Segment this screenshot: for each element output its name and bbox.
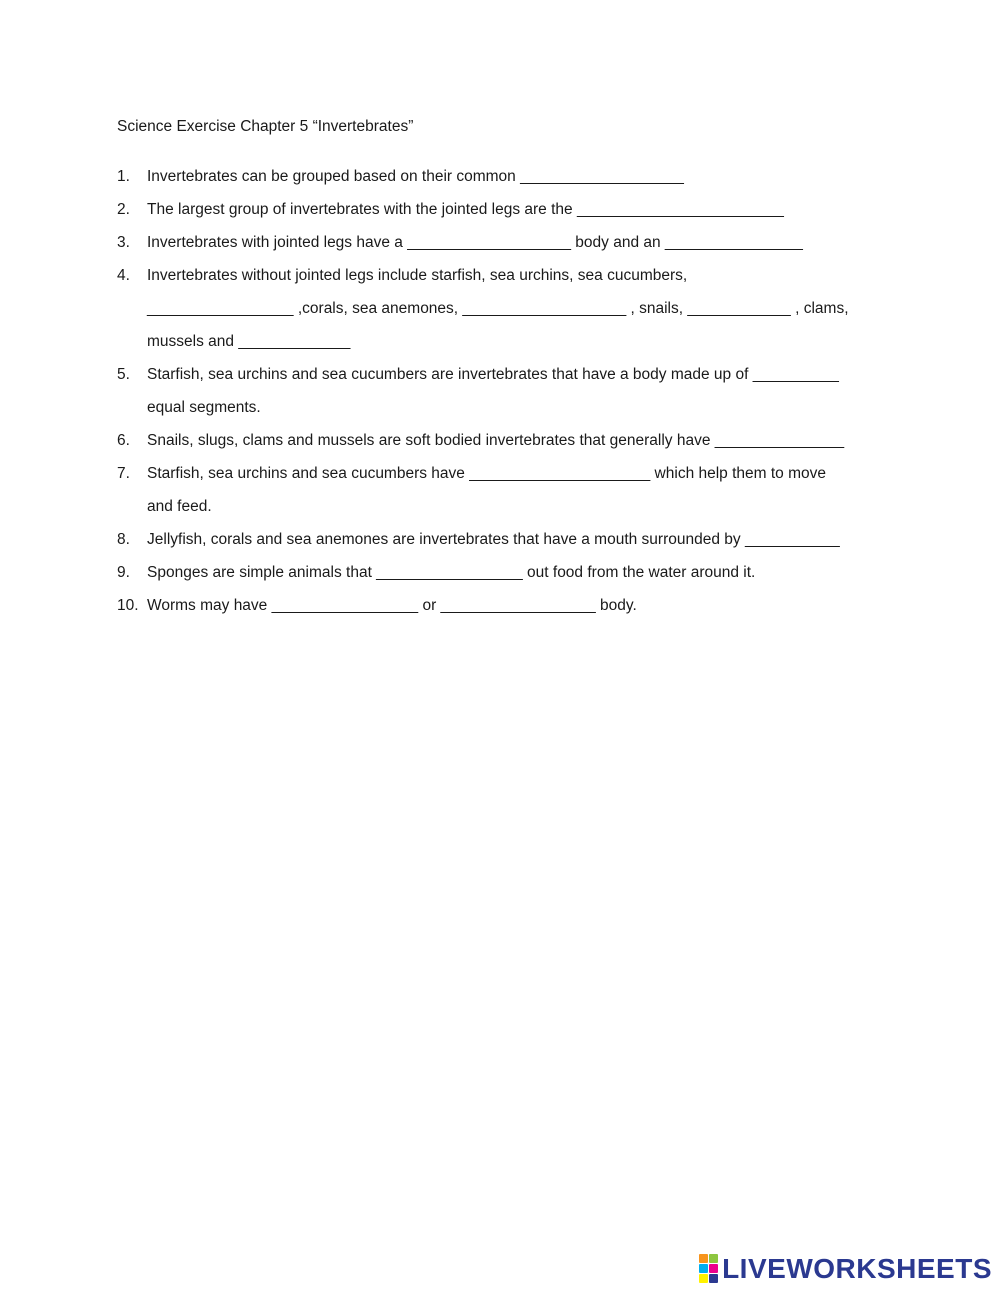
question-text: Jellyfish, corals and sea anemones are invertebrates that have a mouth surrounded by ___________ bbox=[147, 531, 840, 548]
question-number: 8. bbox=[117, 531, 130, 548]
brand-name: LIVEWORKSHEETS bbox=[722, 1252, 992, 1284]
logo-block bbox=[699, 1274, 708, 1283]
question-item bbox=[117, 160, 897, 193]
question-item bbox=[117, 523, 897, 556]
question-text: Worms may have _________________ or __________________ body. bbox=[147, 597, 637, 614]
question-item bbox=[117, 424, 897, 457]
question-item bbox=[117, 457, 897, 523]
logo-block bbox=[709, 1264, 718, 1273]
question-text: Sponges are simple animals that _________________ out food from the water around it. bbox=[147, 564, 756, 581]
question-number: 7. bbox=[117, 465, 130, 482]
question-number: 3. bbox=[117, 234, 130, 251]
logo-block bbox=[709, 1274, 718, 1283]
question-item bbox=[117, 193, 897, 226]
question-text: Invertebrates can be grouped based on their common ___________________ bbox=[147, 168, 684, 185]
question-number: 9. bbox=[117, 564, 130, 581]
question-number: 1. bbox=[117, 168, 130, 185]
question-item bbox=[117, 556, 897, 589]
logo-block bbox=[709, 1254, 718, 1263]
question-text: Invertebrates with jointed legs have a ___________________ body and an ________________ bbox=[147, 234, 803, 251]
question-text: Starfish, sea urchins and sea cucumbers are invertebrates that have a body made up of __________ equal segments. bbox=[147, 366, 839, 416]
question-number: 2. bbox=[117, 201, 130, 218]
question-item bbox=[117, 589, 897, 622]
question-text: Invertebrates without jointed legs include starfish, sea urchins, sea cucumbers, _________________ ,corals, sea anemones, ___________________ , snails, ____________ , clams, mussels and _____________ bbox=[147, 267, 849, 350]
question-number: 4. bbox=[117, 267, 130, 284]
question-item bbox=[117, 259, 897, 358]
question-item bbox=[117, 358, 897, 424]
question-number: 5. bbox=[117, 366, 130, 383]
liveworksheets-brand[interactable] bbox=[699, 1254, 992, 1283]
document-title: Science Exercise Chapter 5 “Invertebrates” bbox=[117, 118, 414, 135]
logo-block bbox=[699, 1254, 708, 1263]
question-item bbox=[117, 226, 897, 259]
liveworksheets-logo-icon bbox=[699, 1254, 718, 1283]
question-number: 6. bbox=[117, 432, 130, 449]
question-text: Starfish, sea urchins and sea cucumbers have _____________________ which help them to move and feed. bbox=[147, 465, 827, 515]
logo-block bbox=[699, 1264, 708, 1273]
question-text: Snails, slugs, clams and mussels are soft bodied invertebrates that generally have _______________ bbox=[147, 432, 845, 449]
question-number: 10. bbox=[117, 597, 139, 614]
question-list bbox=[117, 160, 897, 622]
question-text: The largest group of invertebrates with the jointed legs are the ________________________ bbox=[147, 201, 784, 218]
